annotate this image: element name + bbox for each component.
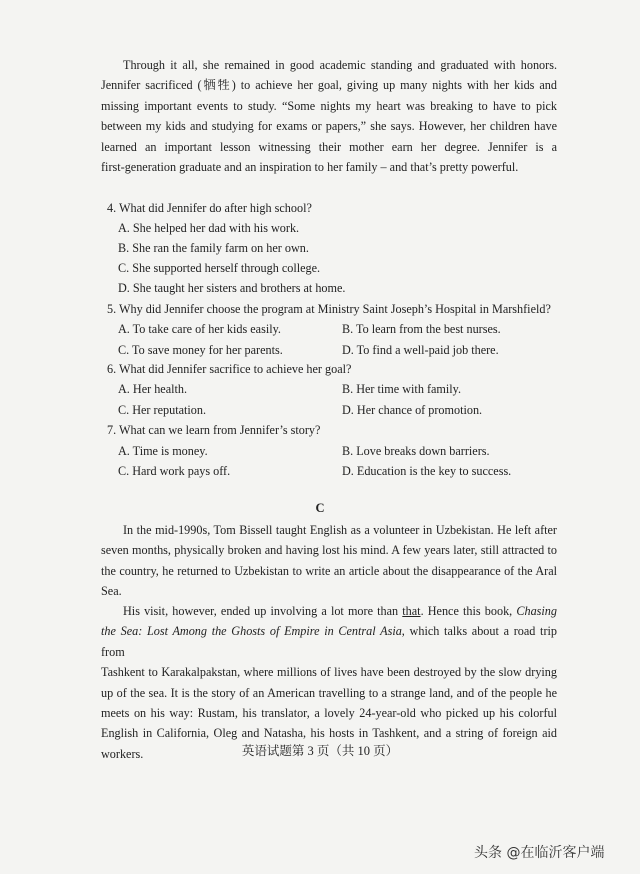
- question-5-option-c: C. To save money for her parents.: [118, 343, 283, 357]
- question-4-option-b: B. She ran the family farm on her own.: [118, 241, 309, 255]
- text-line: workers.: [101, 746, 144, 761]
- book-title: Chasing: [516, 604, 557, 618]
- question-6-option-a: A. Her health.: [118, 382, 188, 396]
- text-line: Tashkent to Karakalpakstan, where millions of lives have been destroyed by the slow drying: [101, 665, 557, 680]
- passage-b-paragraph: [101, 55, 557, 177]
- question-5-stem: 5. Why did Jennifer choose the program at Ministry Saint Joseph’s Hospital in Marshfield?: [107, 302, 551, 316]
- page-footer: 英语试题第 3 页（共 10 页）: [241, 744, 399, 758]
- text-line: [101, 601, 557, 621]
- question-7-option-a: A. Time is money.: [118, 444, 208, 458]
- text-line: Sea.: [101, 584, 122, 599]
- text-span: His visit, however, ended up involving a lot more than: [123, 604, 403, 618]
- question-6-option-b: B. Her time with family.: [342, 382, 462, 396]
- question-4-stem: 4. What did Jennifer do after high school?: [107, 201, 312, 215]
- underlined-word: that: [402, 604, 421, 618]
- question-5-option-a: A. To take care of her kids easily.: [118, 322, 281, 336]
- text-line: missing important events to study. “Some nights my heart was breaking to have to pick: [101, 98, 557, 113]
- text-span: . Hence this book,: [420, 604, 517, 618]
- text-line: Through it all, she remained in good academic standing and graduated with honors.: [123, 58, 557, 72]
- text-line: Jennifer sacrificed (牺牲) to achieve her goal, giving up many nights with her kids and: [101, 78, 557, 93]
- section-c-paragraph-1: [101, 520, 557, 602]
- text-line: the country, he returned to Uzbekistan to write an article about the disappearance of the Aral: [101, 563, 557, 578]
- section-heading: C: [315, 501, 325, 515]
- question-4-option-c: C. She supported herself through college.: [118, 261, 321, 275]
- text-line: seven months, physically broken and having lost his mind. A few years later, still attracted to: [101, 543, 557, 558]
- text-line: between my kids and studying for exams or papers,” she says. However, her children have: [101, 119, 557, 134]
- question-7-option-d: D. Education is the key to success.: [342, 464, 512, 478]
- question-6-stem: 6. What did Jennifer sacrifice to achieve her goal?: [107, 362, 352, 376]
- question-7-option-b: B. Love breaks down barriers.: [342, 444, 490, 458]
- book-title: the Sea: Lost Among the Ghosts of Empire in Central Asia: [101, 624, 402, 639]
- question-4-option-d: D. She taught her sisters and brothers at home.: [118, 281, 346, 295]
- question-7-stem: 7. What can we learn from Jennifer’s story?: [107, 423, 321, 437]
- question-5-option-b: B. To learn from the best nurses.: [342, 322, 501, 336]
- watermark: 头条 @在临沂客户端: [474, 845, 605, 861]
- text-line: learned an important lesson witnessing their mother earn her degree. Jennifer is a: [101, 139, 557, 154]
- text-line: meets on his way: Rustam, his translator, a lovely 24-year-old who picked up his colorful: [101, 706, 557, 721]
- question-6-option-c: C. Her reputation.: [118, 403, 206, 417]
- text-line: English in California, Oleg and Natasha, his hosts in Tashkent, and a string of foreign aid: [101, 726, 557, 741]
- question-7-option-c: C. Hard work pays off.: [118, 464, 231, 478]
- question-6-option-d: D. Her chance of promotion.: [342, 403, 483, 417]
- text-line: In the mid-1990s, Tom Bissell taught English as a volunteer in Uzbekistan. He left after: [123, 523, 557, 537]
- text-line: first-generation graduate and an inspiration to her family – and that’s pretty powerful.: [101, 160, 519, 175]
- question-5-option-d: D. To find a well-paid job there.: [342, 343, 499, 357]
- text-line: up of the sea. It is the story of an American travelling to a strange land, and of the people he: [101, 685, 557, 700]
- text-span: , which talks about a road trip from: [101, 624, 557, 659]
- section-c-paragraph-2: [101, 601, 557, 764]
- text-line: [101, 621, 557, 662]
- question-4-option-a: A. She helped her dad with his work.: [118, 221, 300, 235]
